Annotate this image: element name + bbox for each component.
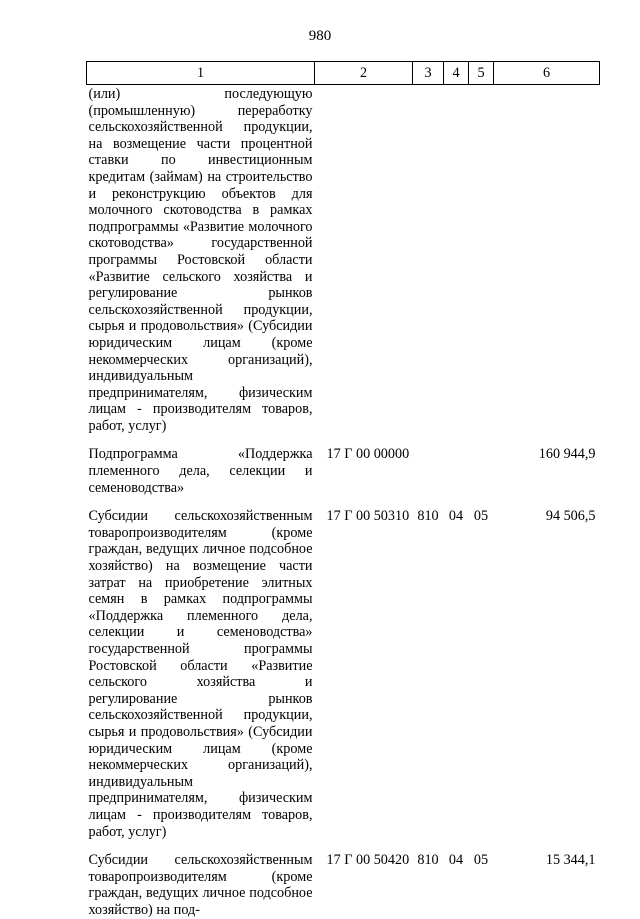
row-name: Субсидии сельскохозяйственным товаропроизводителям (кроме граждан, ведущих личное подсобное хозяйство) на под- [88,852,313,918]
header-col-2: 2 [315,62,413,85]
header-col-6: 6 [494,62,600,85]
row-col4 [444,446,469,496]
row-code [315,85,413,435]
budget-table [86,61,600,919]
row-col4 [444,85,469,435]
table-row [87,852,600,918]
header-col-4: 4 [444,62,469,85]
header-col-1: 1 [87,62,315,85]
row-col5 [469,446,494,496]
row-code: 17 Г 00 00000 [326,446,410,463]
row-amount: 94 506,5 [545,508,596,525]
row-col3: 810 [417,852,439,869]
page-number: 980 [308,28,332,44]
row-col3: 810 [417,508,439,525]
table-row [87,446,600,496]
row-col3 [413,85,444,435]
header-col-5: 5 [469,62,494,85]
row-name: Субсидии сельскохозяйственным товаропроизводителям (кроме граждан, ведущих личное подсобное хозяйство) на возмещение части затрат на приобретение элитных семян в рамках подпрограммы «Поддержка племенного дела, селекции и семеноводства» государственной программы Ростовской области «Развитие сельского хозяйства и регулирование рынков сельскохозяйственной продукции, сырья и продовольствия» (Субсидии юридическим лицам (кроме некоммерческих организаций), индивидуальным предпринимателям, физическим лицам - производителям товаров, работ, услуг) [88,508,313,840]
row-col3 [413,446,444,496]
header-col-3: 3 [413,62,444,85]
row-col4: 04 [448,852,464,869]
row-code: 17 Г 00 50420 [326,852,410,869]
row-name: Подпрограмма «Поддержка племенного дела, селекции и семеноводства» [88,446,313,496]
table-row [87,508,600,840]
row-code: 17 Г 00 50310 [326,508,410,525]
row-col5: 05 [473,852,489,869]
row-amount: 160 944,9 [538,446,596,463]
row-col5 [469,85,494,435]
table-header-row [87,62,600,85]
row-name: (или) последующую (промышленную) переработку сельскохозяйственной продукции, на возмещение части процентной ставки по инвестиционным кредитам (займам) на строительство и реконструкцию объектов для молочного скотоводства в рамках подпрограммы «Развитие молочного скотоводства» государственной программы Ростовской области «Развитие сельского хозяйства и регулирование рынков сельскохозяйственной продукции, сырья и продовольствия» (Субсидии юридическим лицам (кроме некоммерческих организаций), индивидуальным предпринимателям, физическим лицам - производителям товаров, работ, услуг) [88,86,313,434]
row-amount [494,85,600,435]
row-col5: 05 [473,508,489,525]
table-row [87,85,600,435]
row-col4: 04 [448,508,464,525]
row-amount: 15 344,1 [545,852,596,869]
